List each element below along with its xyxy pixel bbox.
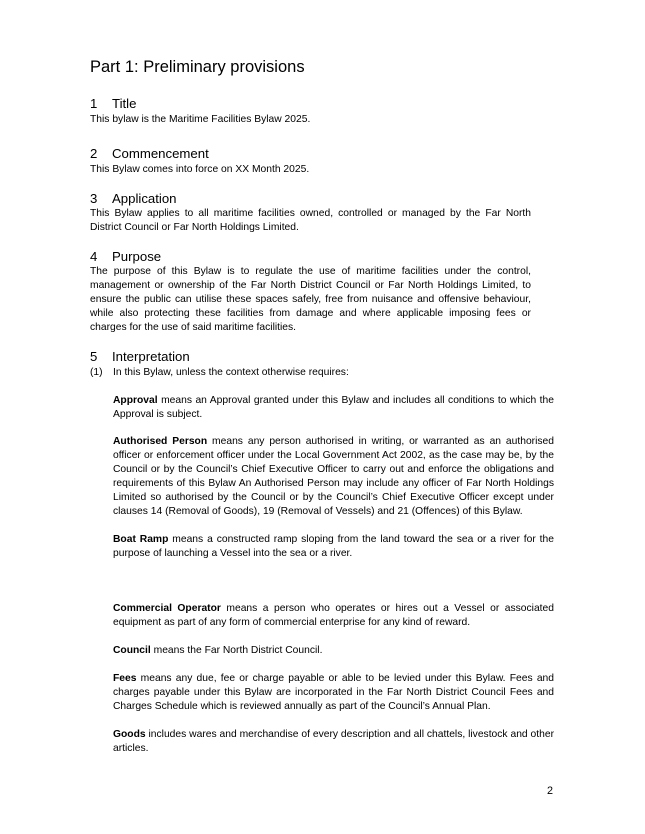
page-number: 2 bbox=[547, 785, 554, 797]
definition-text: means a constructed ramp sloping from the land toward the sea or a river for the purpose of launching a Vessel into the sea or a river. bbox=[113, 534, 555, 560]
definition-text: means the Far North District Council. bbox=[150, 645, 323, 656]
section-text-application: This Bylaw applies to all maritime facilities owned, controlled or managed by the Far North District Council or Far North Holdings Limited. bbox=[90, 208, 531, 234]
section-title: Title bbox=[112, 96, 137, 111]
clause-number: (1) bbox=[90, 367, 103, 378]
section-number: 1 bbox=[90, 96, 98, 111]
section-heading-interpretation bbox=[90, 349, 190, 364]
definition-term: Goods bbox=[113, 729, 146, 740]
section-heading-application bbox=[90, 191, 177, 206]
clause-text: In this Bylaw, unless the context otherwise requires: bbox=[113, 367, 349, 378]
section-title: Purpose bbox=[112, 249, 162, 264]
section-text-commencement: This Bylaw comes into force on XX Month 2025. bbox=[90, 164, 310, 175]
interpretation-clause bbox=[90, 366, 349, 380]
definition-term: Authorised Person bbox=[113, 436, 208, 447]
definition-text: means any due, fee or charge payable or able to be levied under this Bylaw. Fees and charges payable under this Bylaw are incorporated in the Far North District Council Fees and Charges Schedule which is reviewed annually as part of the Council’s Annual Plan. bbox=[113, 673, 554, 713]
definition-goods bbox=[113, 728, 554, 756]
section-number: 5 bbox=[90, 349, 98, 364]
definition-term: Council bbox=[113, 645, 151, 656]
definition-commercial-operator bbox=[113, 602, 554, 630]
section-title: Commencement bbox=[112, 146, 209, 161]
section-title: Application bbox=[112, 191, 177, 206]
definition-council bbox=[113, 644, 554, 658]
definition-approval bbox=[113, 394, 554, 422]
section-title: Interpretation bbox=[112, 349, 190, 364]
definition-text: means any person authorised in writing, or warranted as an authorised officer or enforcement officer under the Local Government Act 2002, as the case may be, by the Council or by the Council’s Chief Executive Officer to carry out and enforce the obligations and requirements of this Bylaw An Authorised Person may include any officer of Far North Holdings Limited so authorised by the Council or by the Council’s Chief Executive Officer except under clauses 14 (Removal of Goods), 19 (Removal of Vessels) and 21 (Offences) of this Bylaw. bbox=[113, 436, 554, 518]
definition-text: includes wares and merchandise of every description and all chattels, livestock and other articles. bbox=[113, 729, 554, 755]
section-text-title: This bylaw is the Maritime Facilities Bylaw 2025. bbox=[90, 114, 311, 125]
part-title: Part 1: Preliminary provisions bbox=[90, 58, 305, 76]
definition-text: means a person who operates or hires out a Vessel or associated equipment as part of any form of commercial enterprise for any kind of reward. bbox=[113, 603, 554, 629]
section-text-purpose: The purpose of this Bylaw is to regulate the use of maritime facilities under the control, management or ownership of the Far North District Council or Far North Holdings Limited, to ensure the public can utilise these spaces safely, free from nuisance and offensive behaviour, while also protecting these facilities from damage and where applicable imposing fees or charges for the use of said maritime facilities. bbox=[90, 266, 531, 334]
definition-term: Boat Ramp bbox=[113, 534, 169, 545]
definition-boat-ramp bbox=[113, 533, 554, 561]
definition-fees bbox=[113, 672, 554, 714]
section-heading-commencement bbox=[90, 146, 209, 161]
section-heading-purpose bbox=[90, 249, 161, 264]
definition-term: Fees bbox=[113, 673, 137, 684]
definition-term: Approval bbox=[113, 395, 158, 406]
definition-text: means an Approval granted under this Bylaw and includes all conditions to which the Approval is subject. bbox=[113, 395, 554, 421]
definition-authorised-person bbox=[113, 435, 554, 520]
section-number: 3 bbox=[90, 191, 98, 206]
definition-term: Commercial Operator bbox=[113, 603, 221, 614]
section-number: 4 bbox=[90, 249, 98, 264]
section-heading-title bbox=[90, 96, 136, 111]
section-number: 2 bbox=[90, 146, 98, 161]
